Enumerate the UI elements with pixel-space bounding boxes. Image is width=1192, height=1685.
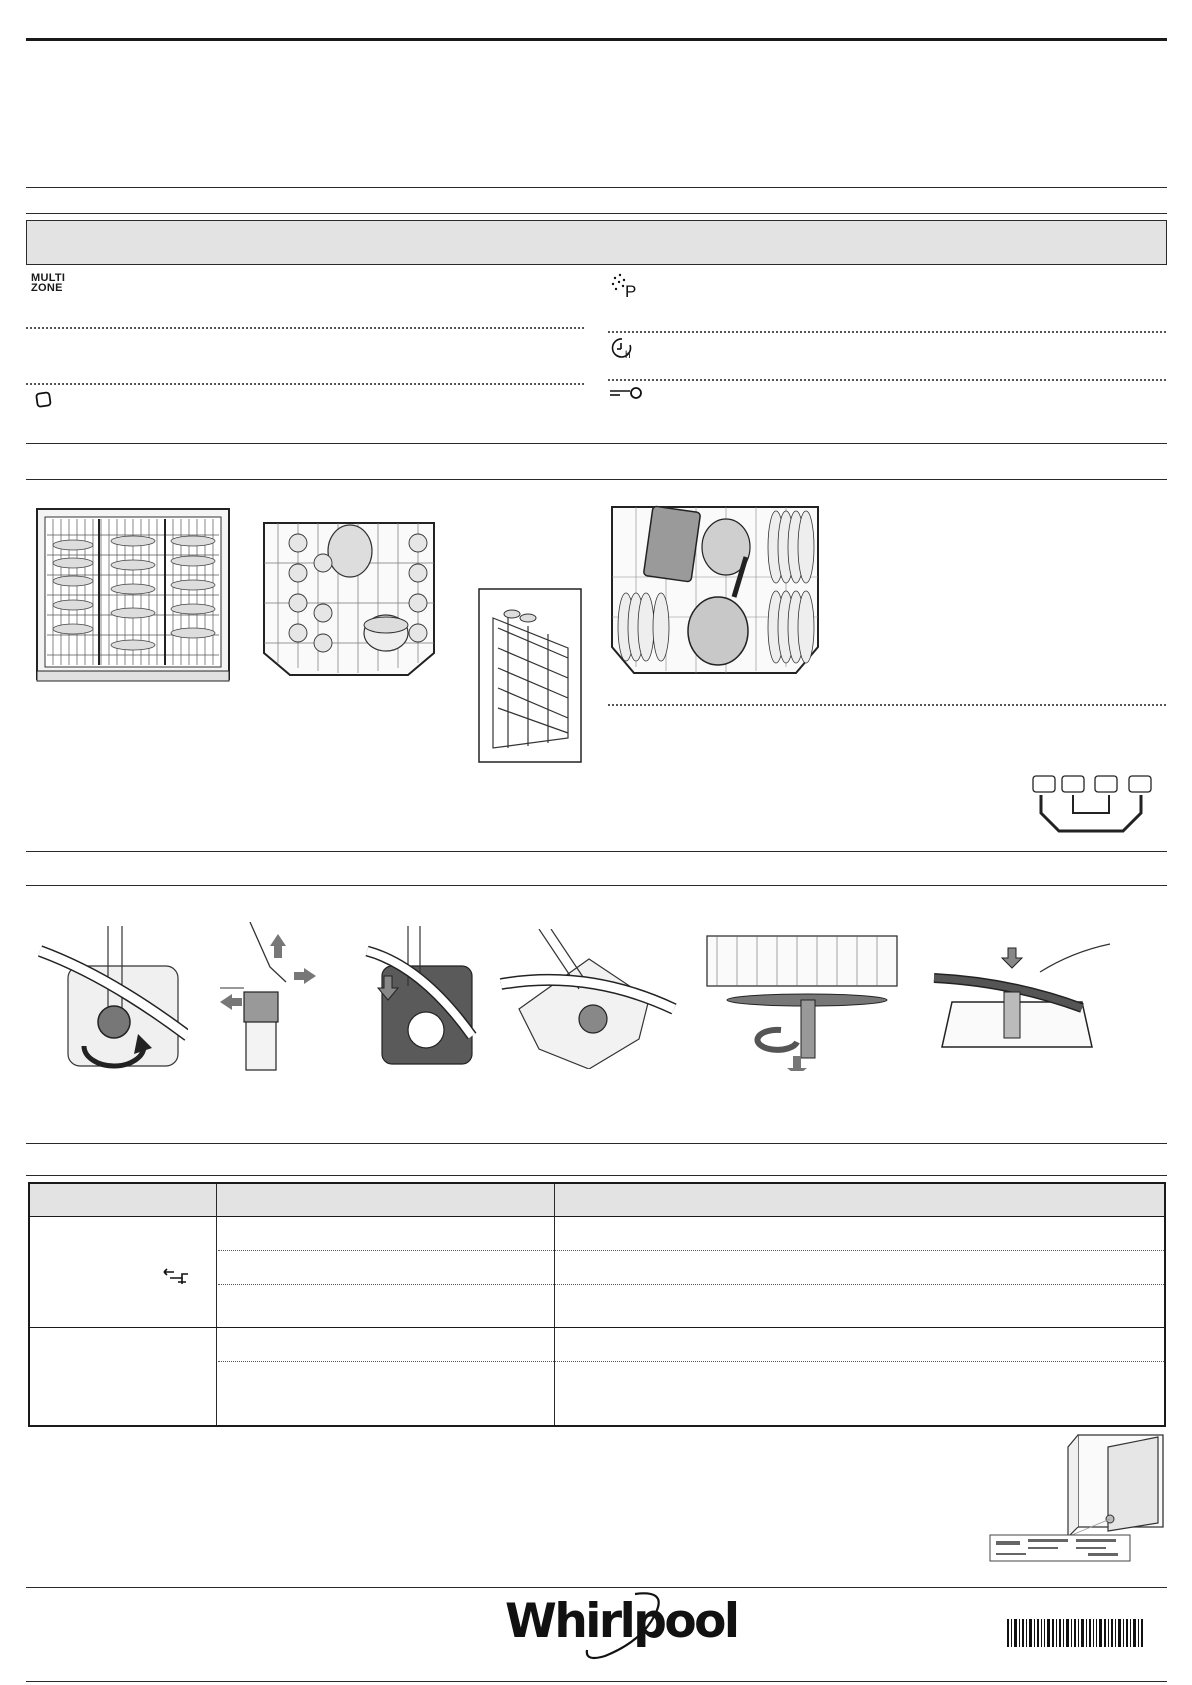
rating-plate-figure (988, 1427, 1168, 1577)
upper-rack-detail-figure (478, 588, 582, 763)
column-divider (216, 1184, 217, 1425)
troubleshooting-table (28, 1182, 1166, 1427)
section-rule (26, 213, 1167, 214)
row-divider (218, 1250, 1164, 1251)
column-divider (554, 1184, 555, 1425)
spray-arm-lower-figure (932, 942, 1112, 1052)
row-divider (218, 1284, 1164, 1285)
divider (608, 704, 1166, 706)
section-rule (26, 885, 1167, 886)
table-header-cause (216, 1184, 554, 1217)
footer-rule (26, 1587, 1167, 1588)
top-rule (26, 38, 1167, 41)
section-rule (26, 187, 1167, 188)
section-rule (26, 1143, 1167, 1144)
divider (608, 331, 1166, 333)
barcode (1007, 1619, 1143, 1647)
spray-arm-upper-figure (697, 926, 907, 1071)
section-rule (26, 851, 1167, 852)
folding-supports-figure (1019, 773, 1164, 838)
filter-step-3-figure (362, 926, 477, 1066)
whirlpool-logo: Whirlpool (505, 1594, 738, 1649)
table-header-problem (30, 1184, 216, 1217)
row-group-divider (30, 1327, 1164, 1328)
filter-step-1-figure (38, 926, 188, 1074)
divider (26, 327, 584, 329)
section-rule (26, 1175, 1167, 1176)
section-rule (26, 479, 1167, 480)
filter-step-4-figure (499, 929, 684, 1069)
lower-rack-figure (606, 497, 824, 679)
power-dry-icon-letter: P (625, 282, 637, 300)
divider (26, 383, 584, 385)
logo-swoosh (565, 1590, 675, 1660)
delay-start-icon (610, 336, 636, 360)
section-header-band (26, 220, 1167, 265)
table-header-solution (554, 1184, 1164, 1217)
delay-start-icon-letter: h (625, 350, 631, 360)
cutlery-tray-figure (33, 505, 233, 687)
multizone-icon: MULTI ZONE (31, 272, 66, 294)
bottom-rule (26, 1681, 1167, 1682)
row-divider (218, 1361, 1164, 1362)
water-tap-icon (160, 1266, 190, 1288)
key-lock-icon (608, 385, 644, 401)
upper-rack-figure (258, 503, 440, 683)
tablet-icon (34, 390, 54, 410)
divider (608, 379, 1166, 381)
filter-step-2-figure (220, 922, 330, 1072)
power-dry-icon (610, 272, 642, 300)
section-rule (26, 443, 1167, 444)
